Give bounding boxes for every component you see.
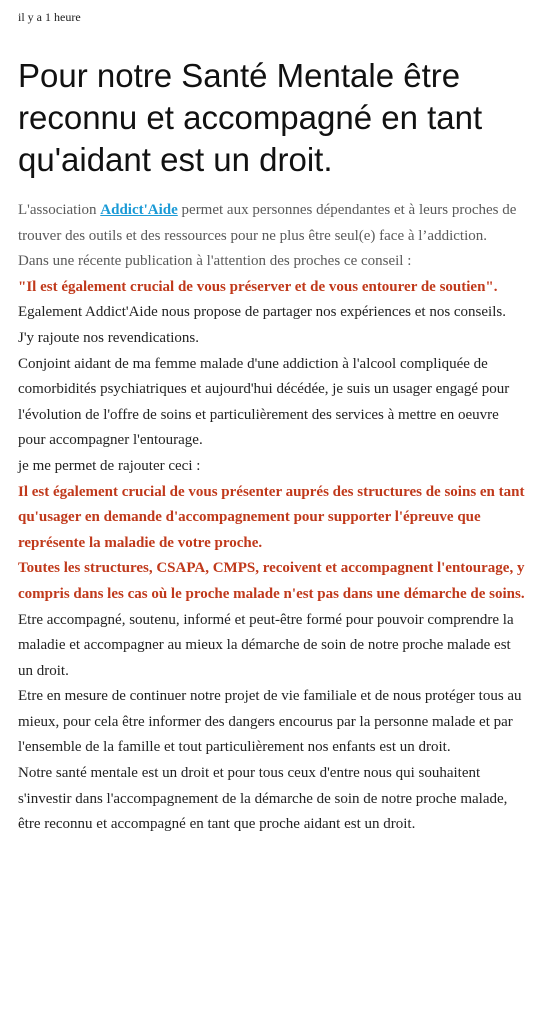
paragraph: J'y rajoute nos revendications. (18, 329, 199, 346)
emphasis-paragraph: Toutes les structures, CSAPA, CMPS, recoivent et accompagnent l'entourage, y compris dans les cas où le proche malade n'est pas dans une démarche de soins. (18, 560, 525, 602)
emphasis-paragraph: Il est également crucial de vous présenter auprés des structures de soins en tant qu'usager en demande d'accompagnement pour supporter l'épreuve que représente la maladie de votre proche. (18, 483, 525, 551)
paragraph: Conjoint aidant de ma femme malade d'une addiction à l'alcool compliquée de comorbidités psychiatriques et aujourd'hui décédée, je suis un usager engagé pour l'évolution de l'offre de soins et particulièrement des services à mettre en oeuvre pour accompagner l'entourage. (18, 355, 510, 449)
intro-text-before: L'association (18, 202, 101, 218)
post-timestamp: il y a 1 heure (18, 10, 81, 24)
article-body (18, 198, 526, 838)
paragraph: Dans une récente publication à l'attention des proches ce conseil : (18, 253, 412, 270)
paragraph: je me permet de rajouter ceci : (18, 457, 201, 474)
paragraph: Etre accompagné, soutenu, informé et peut-être formé pour pouvoir comprendre la maladie et accompagner au mieux la démarche de soin de notre proche malade est un droit. (18, 611, 514, 679)
quote-paragraph: "Il est également crucial de vous préserver et de vous entourer de soutien". (18, 278, 498, 295)
paragraph: Egalement Addict'Aide nous propose de partager nos expériences et nos conseils. (18, 304, 506, 321)
addictaide-link[interactable]: Addict'Aide (100, 202, 178, 218)
paragraph: Notre santé mentale est un droit et pour tous ceux d'entre nous qui souhaitent s'investir dans l'accompagnement de la démarche de soin de notre proche malade, être reconnu et accompagné en tant que proche aidant est un droit. (18, 765, 508, 833)
intro-paragraph (18, 198, 526, 249)
article-title: Pour notre Santé Mentale être reconnu et accompagné en tant qu'aidant est un droit. (18, 57, 483, 178)
paragraph: Etre en mesure de continuer notre projet de vie familiale et de nous protéger tous au mieux, pour cela être informer des dangers encourus par la personne malade et par l'ensemble de la famille et tout particulièrement nos enfants est un droit. (18, 688, 522, 756)
intro-text-after: permet aux personnes dépendantes et à leurs proches de trouver des outils et des ressources pour ne plus être seul(e) face à l’addiction. (18, 202, 517, 244)
